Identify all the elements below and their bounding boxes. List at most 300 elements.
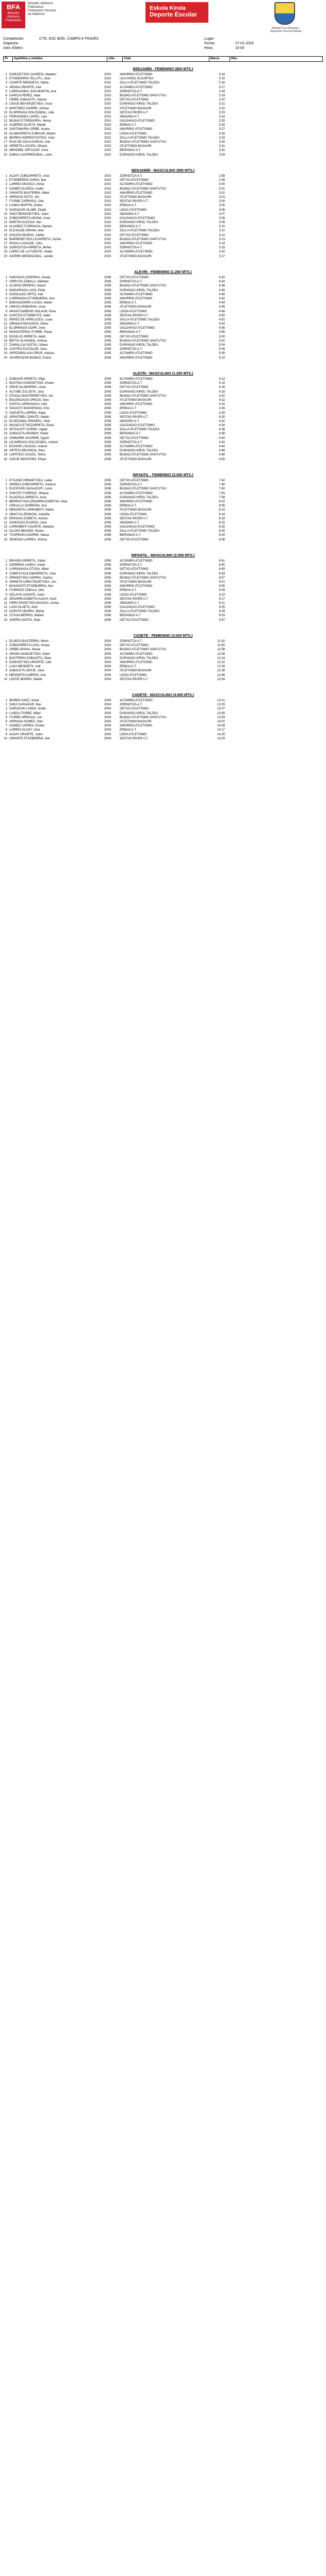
result-row [0,242,326,246]
club-name: AMURRIO ATLETISMO [120,242,153,245]
result-time: 4:32 [219,276,225,279]
result-time: 8:41 [219,560,225,563]
club-name: BERANGO A.T. [120,225,141,229]
birth-year: 2008 [104,398,111,402]
athlete-name: ZUBIZARRETA ARANA, Asier [9,216,51,220]
result-position: 9 [5,208,7,212]
result-time: 12:54 [217,677,225,681]
result-time: 13:21 [217,699,225,702]
birth-year: 2008 [104,449,111,453]
result-time: 8:49 [219,568,225,571]
result-position: 9 [5,513,7,516]
result-position: 7 [5,665,7,669]
result-row [0,119,326,123]
result-time: 9:25 [219,606,225,609]
result-row [0,588,326,592]
result-row [0,225,326,229]
result-position: 2 [5,382,7,385]
club-name: ATLETISMO BASAURI [120,457,152,461]
result-time: 4:36 [219,428,225,432]
club-name: ALTAMIRA ATLETISMO [120,293,153,296]
birth-year: 2008 [104,339,111,343]
result-row [0,136,326,140]
result-row [0,314,326,318]
birth-year: 2008 [104,394,111,398]
club-name: DURANGO KIROL TALDEA [120,153,158,157]
club-name: DURANGO KIROL TALDEA [120,390,158,394]
club-name: ZORNOTZA A.T. [120,703,143,707]
birth-year: 2006 [104,568,111,571]
club-name: DURANGO KIROL TALDEA [120,449,158,453]
athlete-name: BALENCIAGA URKIJO, Ibon [9,398,49,402]
club-name: ALTAMIRA ATLETISMO [120,86,153,89]
athlete-name: SAEZ GARAIZAR, Ibai [9,703,41,707]
result-row [0,737,326,741]
result-position: 2 [5,280,7,284]
club-name: GETXO ATLETISMO [120,436,149,440]
club-name: DURANGO KIROL TALDEA [120,711,158,715]
athlete-name: LASA MENDIETA, Irati [9,665,41,669]
athlete-name: IRAOLA UGALDE, Urko [9,242,43,245]
club-name: AMURRIO ATLETISMO [120,191,153,195]
athlete-name: ORMAETXEA SARRIA, Gaizka [9,576,53,580]
birth-year: 2010 [104,98,111,102]
result-time: 3:30 [219,141,225,144]
club-name: ATLETISMO BASAURI [120,669,152,673]
result-position: 6 [5,500,7,503]
result-time: 4:40 [219,293,225,296]
result-position: 9 [5,107,7,110]
result-time: 7:50 [219,487,225,491]
result-time: 3:04 [219,200,225,204]
org-line: de Atletismo [28,13,45,16]
result-time: 3:27 [219,128,225,131]
result-position: 12 [4,424,7,428]
athlete-name: GOROSTIZA ARRIETA, Beñat [9,246,51,250]
result-time: 3:05 [219,204,225,208]
club-name: GETXO ATLETISMO [120,707,149,711]
result-time: 4:44 [219,301,225,305]
athlete-name: LARREA MUGICA, Aimar [9,183,45,187]
club-name: ABADIÑO A.T. [120,521,140,524]
athlete-name: ORUE OLABARRIA, Unax [9,386,46,389]
result-row [0,322,326,326]
result-row [0,436,326,440]
club-name: BILBAO ATLETISMO SANTUTXU [120,487,167,491]
athlete-name: URIARTE BASTERRA, Mikel [9,191,50,195]
birth-year: 2010 [104,124,111,127]
club-name: ATLETISMO BASAURI [120,306,152,309]
result-position: 13 [4,225,7,229]
athlete-name: ITURBE ZARRAGA, Oier [9,200,44,204]
athlete-name: LEJARRAGA SOLOZABAL, Andoni [9,440,58,444]
athlete-name: ZENARRUZABEITIA ALDAY, Asier [9,597,57,601]
club-name: BILBAO ATLETISMO SANTUTXU [120,716,167,719]
birth-year: 2010 [104,242,111,245]
result-time: 4:16 [219,386,225,389]
result-row [0,199,326,204]
bfa-logo [2,2,25,28]
club-name: AMURRIO ATLETISMO [120,660,153,664]
club-name: ZALLA ATLETISMO TALDEA [120,136,160,140]
club-name: BERANGO A.T. [120,534,141,537]
athlete-name: BARRENETXEA LEJARRETA, Gorka [9,238,61,241]
result-row [0,699,326,703]
result-position: 14 [4,614,7,618]
result-time: 3:31 [219,145,225,148]
athlete-name: SARRIA GOITIA, Iñaki [9,618,41,622]
result-row [0,94,326,98]
result-row [0,572,326,576]
birth-year: 2008 [104,318,111,321]
result-row [0,250,326,254]
result-position: 11 [4,419,7,423]
club-name: ATLETISMO BASAURI [120,145,152,148]
athlete-name: ARREGI ZUBIZARRETA, Izaskun [9,483,56,487]
birth-year: 2008 [104,314,111,317]
result-row [0,406,326,411]
result-row [0,487,326,491]
result-position: 3 [5,386,7,389]
result-position: 18 [4,145,7,148]
column-header [3,56,323,62]
result-position: 6 [5,660,7,664]
athlete-name: GARAIZAR LANDA, Ander [9,707,46,711]
result-position: 8 [5,306,7,309]
club-name: GETXO ATLETISMO [120,618,149,622]
club-name: GETXO ATLETISMO [120,568,149,571]
club-name: ZALLA ATLETISMO TALDEA [120,318,160,321]
result-position: 14 [4,331,7,334]
athlete-name: GOIRIENA LANDA, Ander [9,564,45,567]
athlete-name: SOLAUN GARATE, Julen [9,593,45,597]
birth-year: 2008 [104,331,111,334]
birth-year: 2010 [104,204,111,208]
birth-year: 2008 [104,301,111,305]
athlete-name: ETXANIZ ORMAETXEA, Laida [9,479,52,482]
result-row [0,733,326,737]
result-position: 12 [4,221,7,225]
result-row [0,398,326,402]
result-position: 5 [5,656,7,660]
result-row [0,677,326,682]
club-name: SESTAO RIVER A.T. [120,415,149,419]
club-name: ALTAMIRA ATLETISMO [120,652,153,656]
club-name: ZORNOTZA A.T. [120,640,143,643]
result-row [0,310,326,314]
result-time: 8:53 [219,572,225,575]
result-row [0,601,326,605]
result-position: 13 [4,530,7,533]
club-name: ZALLA ATLETISMO TALDEA [120,81,160,85]
result-row [0,390,326,394]
result-position: 18 [4,449,7,453]
result-row [0,483,326,487]
result-time: 9:05 [219,585,225,588]
birth-year: 2010 [104,250,111,254]
athlete-name: GOIKOETXEA JAUREGI, Maialen [9,73,57,76]
result-position: 10 [4,212,7,216]
result-time: 9:21 [219,601,225,605]
birth-year: 2008 [104,419,111,423]
result-time: 5:10 [219,356,225,360]
athlete-name: LARRAZABAL SAN MARTIN, Ane [9,90,57,93]
result-position: 7 [5,98,7,102]
result-position: 8 [5,103,7,106]
athlete-name: ELORRIAGA SOLOZABAL, Lide [9,111,54,114]
result-position: 12 [4,606,7,609]
result-position: 10 [4,415,7,419]
result-time: 2:58 [219,175,225,178]
result-row [0,500,326,504]
result-position: 3 [5,707,7,711]
club-name: ALTAMIRA ATLETISMO [120,352,153,355]
result-time: 4:36 [219,284,225,288]
result-position: 10 [4,677,7,681]
birth-year: 2004 [104,707,111,711]
athlete-name: SAGASTI MADARIAGA, Erik [9,407,50,411]
birth-year: 2008 [104,335,111,338]
result-row [0,707,326,711]
result-position: 17 [4,445,7,448]
results-section [0,553,326,622]
birth-year: 2006 [104,509,111,512]
athlete-name: LARRABEITI UGARTE, Maitane [9,526,54,529]
result-time: 9:01 [219,580,225,584]
result-time: 2:59 [219,179,225,182]
club-name: ALTAMIRA ATLETISMO [120,445,153,448]
result-time: 13:45 [217,711,225,715]
club-name: DURANGO KIROL TALDEA [120,344,158,347]
club-name: ALTAMIRA ATLETISMO [120,492,153,495]
athlete-name: ARRIAGA SOTO, Jon [9,195,40,199]
result-row [0,504,326,508]
club-name: LEIOA ATLETISMO [120,733,147,736]
birth-year: 2010 [104,145,111,148]
section-title: INFANTIL - FEMENINO (2.000 MTS.) [133,473,193,477]
result-position: 14 [4,534,7,537]
result-position: 2 [5,644,7,648]
org-line: Federación Vizcaína [28,9,56,12]
result-position: 4 [5,492,7,495]
athlete-name: MARTINEZ AGIRRE, Ainhoa [9,107,49,110]
club-name: ABADIÑO A.T. [120,115,140,118]
result-position: 11 [4,216,7,220]
section-title: CADETE - MASCULINO (4.000 MTS.) [132,693,194,697]
birth-year: 2006 [104,614,111,618]
result-row [0,204,326,208]
result-row [0,73,326,77]
result-position: 4 [5,390,7,394]
athlete-name: GARATE IBARRA, Beñat [9,610,44,614]
club-name: BERANGO A.T. [120,432,141,436]
competition-value: CTO. ESC BIZK. CAMPO A TRAVÉS [39,37,99,41]
club-name: BILBAO ATLETISMO SANTUTXU [120,238,167,241]
birth-year: 2008 [104,356,111,360]
athlete-name: ELEJALDE ARANA, Aitor [9,229,44,233]
meta-row-organizer [3,41,323,46]
athlete-name: LARRINAGA ETXEBARRIA, Ane [9,297,55,300]
birth-year: 2008 [104,306,111,309]
athlete-name: MADARIAGA LASA, Eider [9,289,46,292]
result-position: 20 [4,255,7,258]
result-time: 3:21 [219,103,225,106]
birth-year: 2008 [104,457,111,461]
birth-year: 2010 [104,200,111,204]
athlete-name: SARASUA LEKERIKA, Amaia [9,276,51,279]
athlete-name: BASTERRA ZABALETA, Olatz [9,656,52,660]
result-row [0,86,326,90]
result-row [0,318,326,322]
club-name: ERMUA A.T. [120,728,137,732]
athlete-name: LOPATEGI ZUAZO, Telmo [9,453,46,457]
result-position: 8 [5,407,7,411]
result-position: 6 [5,195,7,199]
result-time: 3:23 [219,111,225,114]
place-value [235,37,297,41]
athlete-name: CASTRO ELEJALDE, Sara [9,348,47,351]
result-time: 7:42 [219,479,225,482]
result-time: 7:54 [219,492,225,495]
result-position: 12 [4,323,7,326]
result-position: 13 [4,610,7,614]
birth-year: 2006 [104,504,111,508]
athlete-name: ZABALETA LEKUE, Jone [9,669,44,673]
result-row [0,597,326,601]
birth-year: 2008 [104,289,111,292]
result-time: 3:08 [219,216,225,220]
athlete-name: BARAIAZARRA LAUDA, Malen [9,301,53,305]
result-row [0,284,326,288]
result-time: 3:17 [219,86,225,89]
result-time: 4:18 [219,390,225,394]
birth-year: 2010 [104,216,111,220]
result-time: 4:28 [219,411,225,415]
athlete-name: LANDA MARTIN, Eneko [9,204,43,208]
result-row [0,609,326,614]
result-row [0,419,326,423]
club-name: ZORNOTZA A.T. [120,564,143,567]
result-time: 5:04 [219,344,225,347]
result-row [0,276,326,280]
club-name: AMURRIO ATLETISMO [120,297,153,300]
result-position: 14 [4,229,7,233]
result-row [0,107,326,111]
meta-row-referee [3,46,323,50]
club-name: ALTAMIRA ATLETISMO [120,250,153,254]
competition-label: Competición: [3,37,24,41]
club-name: BILBAO ATLETISMO SANTUTXU [120,141,167,144]
result-row [0,182,326,187]
result-position: 10 [4,314,7,317]
athlete-name: URIBARRI AGUIRRE, Egoitz [9,436,50,440]
birth-year: 2010 [104,103,111,106]
club-name: GALDAKAO ATLETISMO [120,606,155,609]
birth-year: 2008 [104,415,111,419]
club-name: LEIOA ATLETISMO [120,673,147,677]
result-row [0,216,326,221]
result-time: 3:26 [219,124,225,127]
result-time: 4:12 [219,378,225,381]
athlete-name: LOPEZ DE LA FUENTE, Hodei [9,250,53,254]
birth-year: 2006 [104,593,111,597]
result-position: 15 [4,335,7,338]
result-row [0,508,326,512]
hour-value: 10:00 [235,46,244,50]
athlete-name: ARRIAGA GOMEZ, Oier [9,720,43,723]
athlete-name: EGUILUZ ARRIETA, Alaitz [9,335,46,338]
club-name: ERMUA A.T. [120,301,137,305]
result-row [0,567,326,571]
birth-year: 2008 [104,327,111,330]
result-position: 4 [5,652,7,656]
athlete-name: URIARTE ETXEBERRIA, Iker [9,737,51,740]
athlete-name: MARTIN OLEAGA, Iker [9,221,42,225]
result-row [0,127,326,131]
result-row [0,90,326,94]
athlete-name: ZUBIZARRETA LASA, Amaia [9,644,50,648]
result-time: 14:25 [217,733,225,736]
result-row [0,229,326,233]
birth-year: 2010 [104,153,111,157]
result-position: 3 [5,487,7,491]
result-row [0,255,326,259]
result-time: 3:25 [219,120,225,123]
result-time: 14:17 [217,728,225,732]
result-row [0,496,326,500]
birth-year: 2004 [104,720,111,723]
organizer-value [39,41,204,46]
club-name: DURANGO KIROL TALDEA [120,656,158,660]
result-position: 15 [4,233,7,237]
athlete-name: OLEAGA BILBAO, Xabier [9,233,45,237]
result-position: 5 [5,496,7,499]
club-name: BILBAO ATLETISMO SANTUTXU [120,187,167,191]
result-row [0,665,326,669]
result-row [0,445,326,449]
result-time: 12:46 [217,673,225,677]
result-position: 9 [5,673,7,677]
athlete-name: GONZALEZ ORTIZ, Irati [9,293,43,296]
club-name: ATLETISMO BASAURI [120,195,152,199]
result-position: 14 [4,128,7,131]
birth-year: 2004 [104,733,111,736]
result-time: 4:20 [219,394,225,398]
birth-year: 2008 [104,276,111,279]
athlete-name: URIBE ARANA, Nerea [9,648,41,652]
crest-caption: Bizkaiko Foru Aldundia / Diputación Foral de Bizkaia [270,27,302,33]
result-time: 8:18 [219,517,225,520]
result-time: 3:28 [219,132,225,135]
birth-year: 2008 [104,323,111,326]
result-row [0,533,326,537]
club-name: DURANGO KIROL TALDEA [120,572,158,575]
result-position: 6 [5,720,7,723]
result-time: 11:50 [217,644,225,648]
club-name: SESTAO RIVER A.T. [120,737,149,740]
result-row [0,297,326,301]
page-header [0,0,326,63]
result-position: 6 [5,297,7,300]
result-row [0,208,326,212]
club-name: LEIOA ATLETISMO [120,513,147,516]
result-row [0,525,326,529]
birth-year: 2008 [104,344,111,347]
result-row [0,289,326,293]
result-row [0,187,326,191]
club-name: GETXO ATLETISMO [120,538,149,541]
club-name: BILBAO ATLETISMO SANTUTXU [120,576,167,580]
